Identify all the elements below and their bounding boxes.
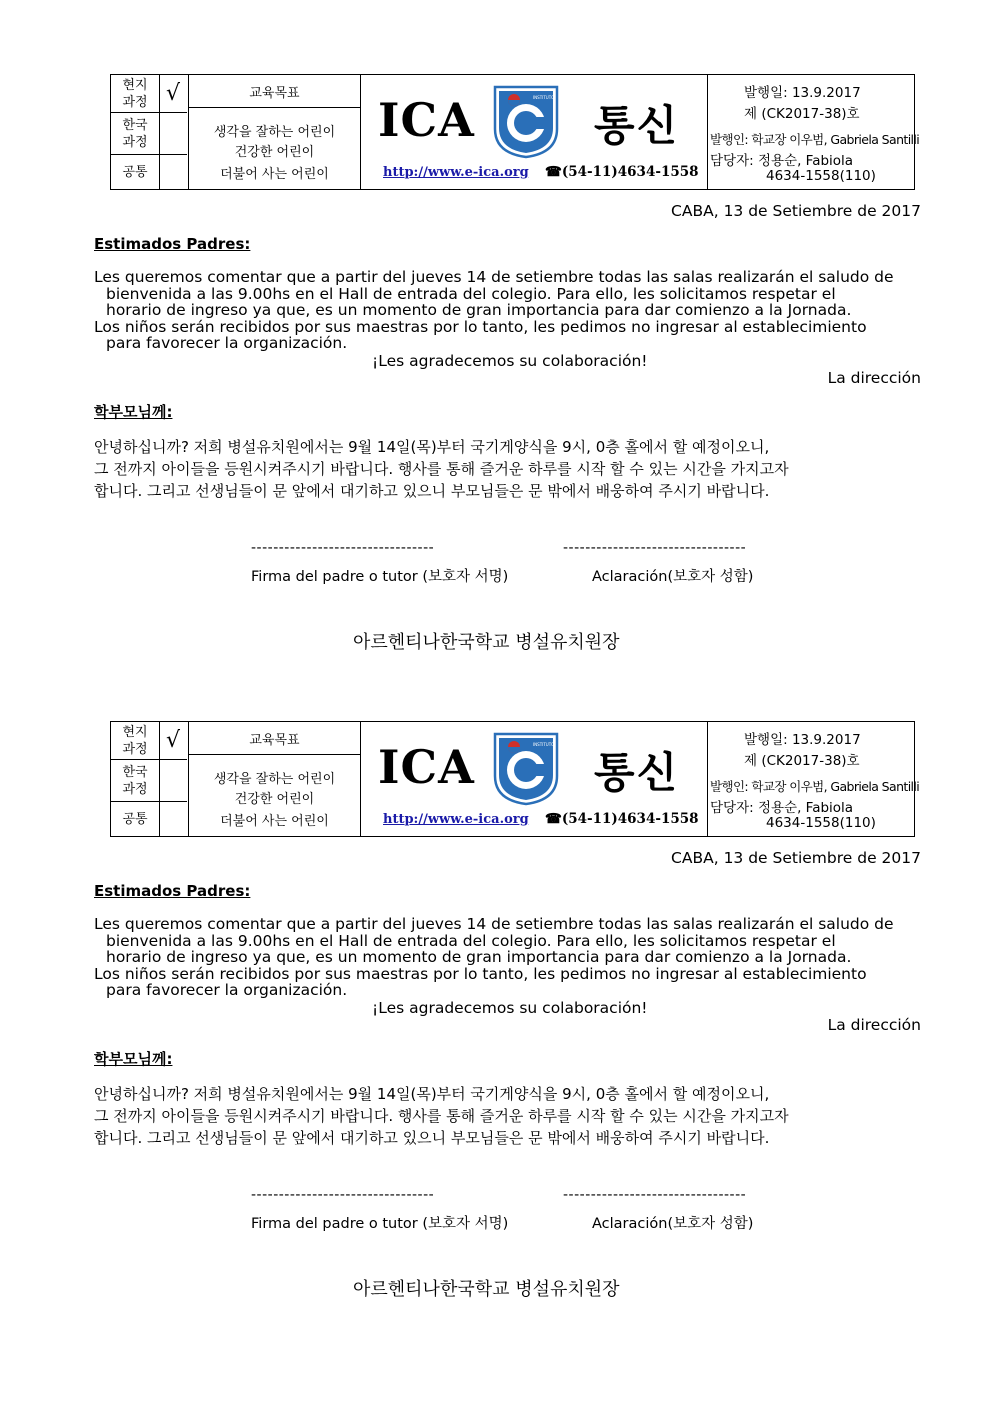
- body-line: bienvenida a las 9.00hs en el Hall de entrada del colegio. Para ello, les solicitamos respetar el: [106, 932, 836, 950]
- check-box: [159, 802, 187, 836]
- signature-direction: La dirección: [827, 1016, 921, 1034]
- thanks-line: ¡Les agradecemos su colaboración!: [372, 352, 648, 370]
- korean-body-line: 그 전까지 아이들을 등원시켜주시기 바랍니다. 행사를 통해 즐거운 하루를 시작 할 수 있는 시간을 가지고자: [94, 1107, 789, 1125]
- curriculum-row: [111, 802, 187, 836]
- goal-item: 생각을 잘하는 어린이: [213, 772, 336, 787]
- contact-phone: 4634-1558(110): [766, 815, 876, 831]
- body-line: horario de ingreso ya que, es un momento de gran importancia para dar comienzo a la Jornada.: [106, 948, 852, 966]
- goal-title: 교육목표: [189, 722, 360, 755]
- check-box: [159, 155, 187, 189]
- signature-line-name: ---------------------------------: [563, 540, 747, 556]
- body-line: para favorecer la organización.: [106, 334, 348, 352]
- goal-title: 교육목표: [189, 75, 360, 108]
- curriculum-label: 현지 과정: [111, 75, 160, 112]
- ica-logo-icon: [489, 730, 563, 806]
- masthead: [361, 75, 708, 189]
- goal-item: 더불어 사는 어린이: [220, 814, 329, 829]
- greeting-spanish: Estimados Padres:: [94, 235, 251, 253]
- ica-logo-icon: [489, 83, 563, 159]
- korean-body-line: 안녕하십니까? 저희 병설유치원에서는 9월 14일(목)부터 국기게양식을 9시, 0층 홀에서 할 예정이오니,: [94, 438, 770, 456]
- curriculum-row: [111, 155, 187, 189]
- signature-line-name: ---------------------------------: [563, 1187, 747, 1203]
- issue-number: 제 (CK2017-38)호: [744, 753, 860, 769]
- goals-column: [189, 75, 361, 189]
- ica-title: ICA: [378, 93, 475, 147]
- body-line: Los niños serán recibidos por sus maestras por lo tanto, les pedimos no ingresar al establecimiento: [94, 318, 867, 336]
- contact-person: 담당자: 정용순, Fabiola: [710, 153, 854, 169]
- signature-label-name: Aclaración(보호자 성함): [592, 569, 754, 585]
- curriculum-label: 공통: [111, 802, 160, 836]
- check-box: [159, 760, 187, 801]
- school-website-link[interactable]: http://www.e-ica.org: [383, 165, 529, 180]
- signature-label-parent: Firma del padre o tutor (보호자 서명): [251, 1216, 509, 1232]
- contact-person: 담당자: 정용순, Fabiola: [710, 800, 854, 816]
- curriculum-column: [111, 75, 189, 189]
- signature-line-parent: ---------------------------------: [251, 1187, 435, 1203]
- body-line: Les queremos comentar que a partir del jueves 14 de setiembre todas las salas realizarán el saludo de: [94, 915, 894, 933]
- goal-item: 더불어 사는 어린이: [220, 167, 329, 182]
- curriculum-label: 한국 과정: [111, 113, 160, 154]
- footer-principal: 아르헨티나한국학교 병설유치원장: [353, 632, 620, 653]
- goal-item: 건강한 어린이: [234, 145, 315, 160]
- korean-body-line: 안녕하십니까? 저희 병설유치원에서는 9월 14일(목)부터 국기게양식을 9시, 0층 홀에서 할 예정이오니,: [94, 1085, 770, 1103]
- curriculum-column: [111, 722, 189, 836]
- ica-title: ICA: [378, 740, 475, 794]
- masthead: [361, 722, 708, 836]
- publisher: 발행인: 학교장 이우범, Gabriela Santilli: [710, 779, 920, 794]
- greeting-korean: 학부모님께:: [94, 1050, 173, 1068]
- greeting-spanish: Estimados Padres:: [94, 882, 251, 900]
- letter-date: CABA, 13 de Setiembre de 2017: [671, 202, 921, 220]
- tongsin-title: 통신: [594, 101, 680, 150]
- body-line: bienvenida a las 9.00hs en el Hall de entrada del colegio. Para ello, les solicitamos respetar el: [106, 285, 836, 303]
- issue-date: 발행일: 13.9.2017: [744, 85, 861, 101]
- check-mark-icon: √: [165, 728, 181, 753]
- signature-label-parent: Firma del padre o tutor (보호자 서명): [251, 569, 509, 585]
- body-line: horario de ingreso ya que, es un momento de gran importancia para dar comienzo a la Jornada.: [106, 301, 852, 319]
- publisher: 발행인: 학교장 이우범, Gabriela Santilli: [710, 132, 920, 147]
- curriculum-label: 현지 과정: [111, 722, 160, 759]
- issue-info: [708, 722, 920, 836]
- korean-body-line: 합니다. 그리고 선생님들이 문 앞에서 대기하고 있으니 부모님들은 문 밖에서 배웅하여 주시기 바랍니다.: [94, 482, 770, 500]
- check-box: [159, 113, 187, 154]
- body-line: Les queremos comentar que a partir del jueves 14 de setiembre todas las salas realizarán el saludo de: [94, 268, 894, 286]
- curriculum-label: 한국 과정: [111, 760, 160, 801]
- body-line: para favorecer la organización.: [106, 981, 348, 999]
- curriculum-row: [111, 760, 187, 802]
- issue-number: 제 (CK2017-38)호: [744, 106, 860, 122]
- issue-info: [708, 75, 920, 189]
- check-mark-icon: √: [165, 81, 181, 106]
- body-line: Los niños serán recibidos por sus maestras por lo tanto, les pedimos no ingresar al establecimiento: [94, 965, 867, 983]
- korean-body-line: 그 전까지 아이들을 등원시켜주시기 바랍니다. 행사를 통해 즐거운 하루를 시작 할 수 있는 시간을 가지고자: [94, 460, 789, 478]
- tongsin-title: 통신: [594, 748, 680, 797]
- signature-line-parent: ---------------------------------: [251, 540, 435, 556]
- goals-column: [189, 722, 361, 836]
- school-phone: ☎(54-11)4634-1558: [545, 811, 699, 827]
- school-phone: ☎(54-11)4634-1558: [545, 164, 699, 180]
- notice-1: [0, 0, 992, 660]
- letter-date: CABA, 13 de Setiembre de 2017: [671, 849, 921, 867]
- curriculum-row: [111, 722, 187, 760]
- goal-item: 건강한 어린이: [234, 792, 315, 807]
- issue-date: 발행일: 13.9.2017: [744, 732, 861, 748]
- korean-body-line: 합니다. 그리고 선생님들이 문 앞에서 대기하고 있으니 부모님들은 문 밖에서 배웅하여 주시기 바랍니다.: [94, 1129, 770, 1147]
- curriculum-label: 공통: [111, 155, 160, 189]
- greeting-korean: 학부모님께:: [94, 403, 173, 421]
- header-table: [110, 721, 920, 837]
- header-table: [110, 74, 920, 190]
- thanks-line: ¡Les agradecemos su colaboración!: [372, 999, 648, 1017]
- footer-principal: 아르헨티나한국학교 병설유치원장: [353, 1279, 620, 1300]
- curriculum-row: [111, 75, 187, 113]
- school-website-link[interactable]: http://www.e-ica.org: [383, 812, 529, 827]
- goal-item: 생각을 잘하는 어린이: [213, 125, 336, 140]
- signature-direction: La dirección: [827, 369, 921, 387]
- signature-label-name: Aclaración(보호자 성함): [592, 1216, 754, 1232]
- curriculum-row: [111, 113, 187, 155]
- notice-2: [0, 647, 992, 1307]
- contact-phone: 4634-1558(110): [766, 168, 876, 184]
- logo-text: INSTITUTO: [533, 95, 555, 100]
- logo-text: INSTITUTO: [533, 742, 555, 747]
